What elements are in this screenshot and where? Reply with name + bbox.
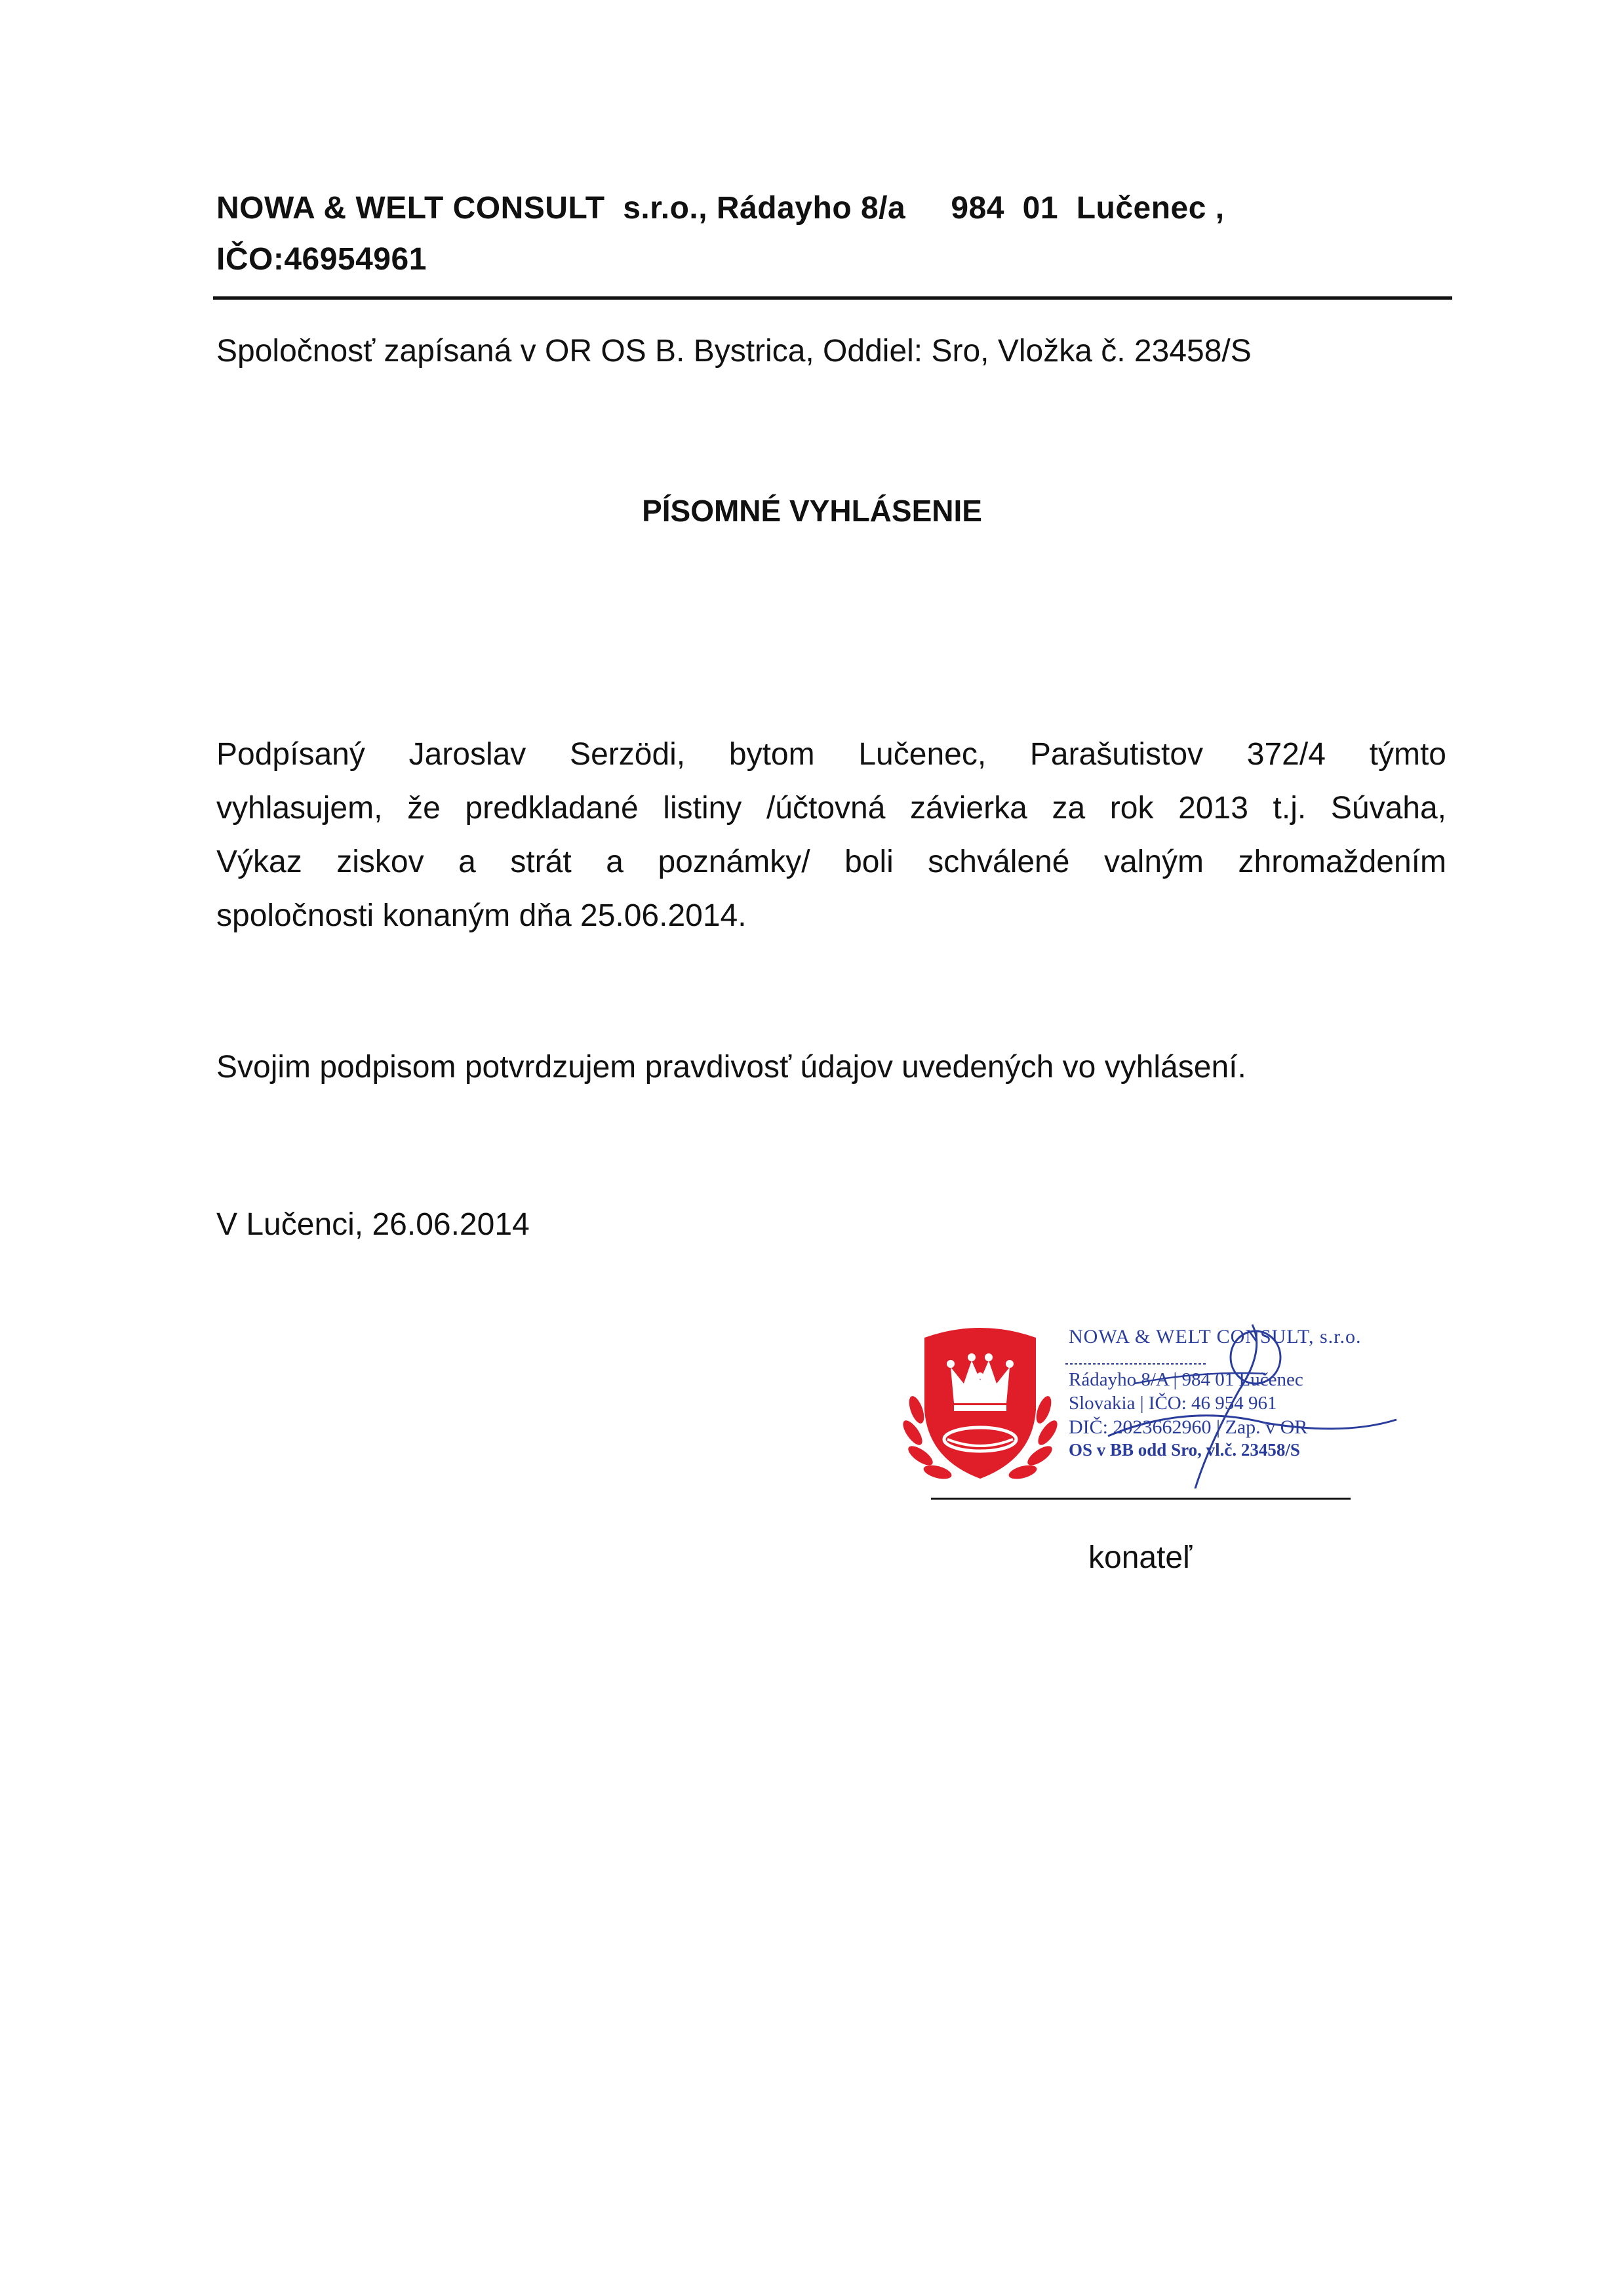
- signatory-role: konateľ: [1088, 1540, 1193, 1575]
- paragraph-line: Podpísaný Jaroslav Serzödi, bytom Lučenec, Parašutistov 372/4 týmto: [216, 737, 1446, 772]
- confirmation-statement: Svojim podpisom potvrdzujem pravdivosť údajov uvedených vo vyhlásení.: [216, 1050, 1246, 1085]
- stamp-line: DIČ: 2023662960 | Zap. v OR: [1069, 1416, 1308, 1438]
- header-divider: [213, 296, 1452, 300]
- stamp-line: NOWA & WELT CONSULT, s.r.o.: [1069, 1326, 1362, 1347]
- stamp-line: OS v BB odd Sro, vl.č. 23458/S: [1069, 1440, 1300, 1460]
- stamp-line: Slovakia | IČO: 46 954 961: [1069, 1393, 1277, 1414]
- paragraph-line: Výkaz ziskov a strát a poznámky/ boli schválené valným zhromaždením: [216, 845, 1446, 879]
- registry-info: Spoločnosť zapísaná v OR OS B. Bystrica, Oddiel: Sro, Vložka č. 23458/S: [216, 334, 1252, 369]
- document-title: PÍSOMNÉ VYHLÁSENIE: [642, 494, 982, 528]
- paragraph-line: spoločnosti konaným dňa 25.06.2014.: [216, 898, 747, 933]
- stamp-line: Rádayho 8/A | 984 01 Lučenec: [1069, 1369, 1303, 1390]
- signature-line: [931, 1498, 1351, 1500]
- company-stamp: [898, 1311, 1410, 1488]
- paragraph-line: vyhlasujem, že predkladané listiny /účtovná závierka za rok 2013 t.j. Súvaha,: [216, 791, 1446, 826]
- company-header-line: NOWA & WELT CONSULT s.r.o., Rádayho 8/a 984 01 Lučenec ,: [216, 191, 1225, 226]
- declaration-paragraph: [216, 728, 1446, 943]
- company-ico: IČO:46954961: [216, 242, 427, 277]
- place-and-date: V Lučenci, 26.06.2014: [216, 1207, 530, 1242]
